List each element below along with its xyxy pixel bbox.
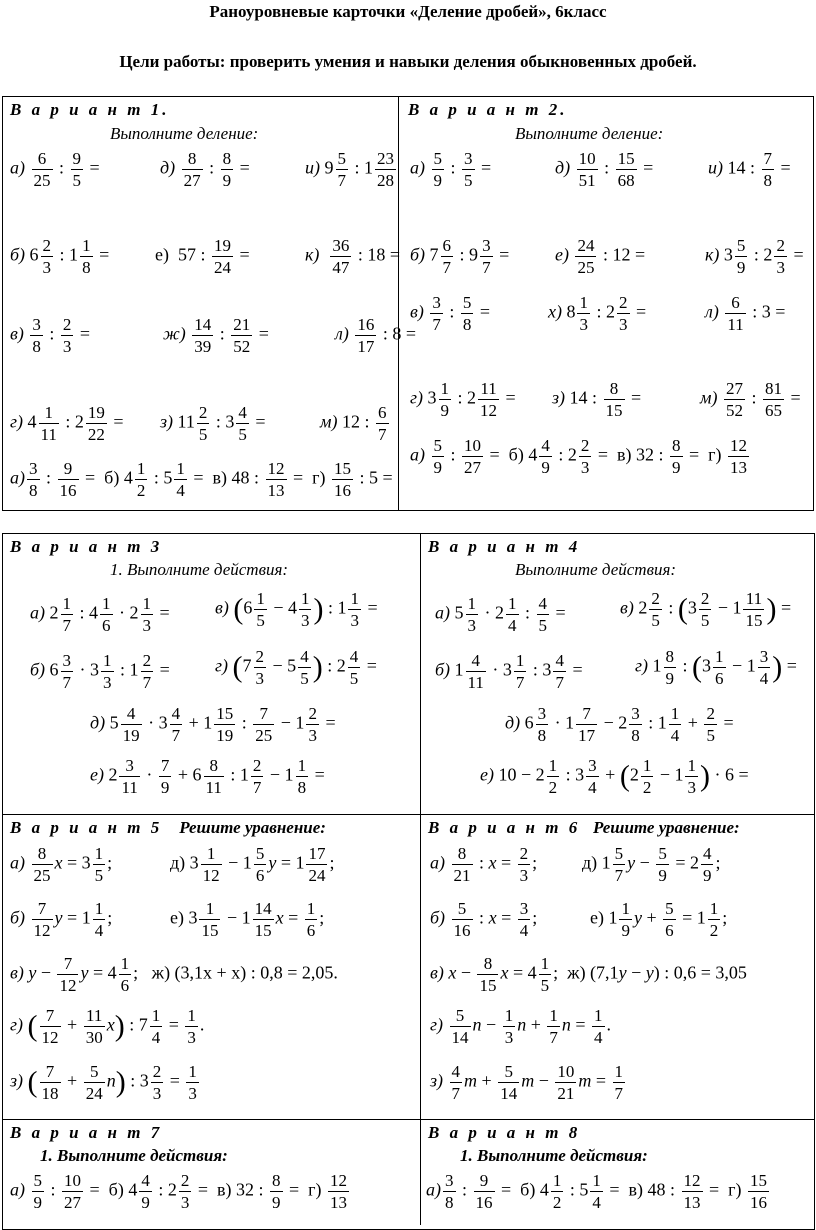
v4-exercise-b: б) 1 $\frac{4}{11}$ · 3 $\frac{1}{7}$ : 3 $\frac{4}{7}$ = — [435, 651, 583, 692]
v5-exercise-b: б) $\frac{7}{12}$ y = 1 $\frac{1}{4}$ ; — [10, 899, 113, 940]
variant-1-header: В а р и а н т 1. — [10, 100, 170, 119]
variant-4-header: В а р и а н т 4 — [428, 537, 581, 556]
v3-exercise-d: д) 5 $\frac{4}{19}$ · 3 $\frac{4}{7}$ + 1 $\frac{15}{19}$ : $\frac{7}{25}$ − 1 $\frac{2}{3}$ = — [90, 704, 336, 745]
variant-1-instruction: Выполните деление: — [110, 124, 259, 143]
v3-exercise-b: б) 6 $\frac{3}{7}$ · 3 $\frac{1}{3}$ : 1 $\frac{2}{7}$ = — [30, 651, 170, 692]
v3-exercise-v: в) (6 $\frac{1}{5}$ − 4 $\frac{1}{3}$ ) : 1 $\frac{1}{3}$ = — [215, 589, 378, 630]
divider — [2, 814, 815, 815]
v3-exercise-g: г) (7 $\frac{2}{3}$ − 5 $\frac{4}{5}$ ) : 2 $\frac{4}{5}$ = — [215, 647, 377, 688]
v1-exercise-a: а) $\frac{6}{25}$ : $\frac{9}{5}$ = — [10, 149, 100, 190]
v6-exercise-e: е) 1 $\frac{1}{9}$ y + $\frac{5}{6}$ = 1 $\frac{1}{2}$ ; — [590, 899, 728, 940]
variant-5-instruction: Решите уравнение: — [179, 818, 326, 837]
v4-exercise-d: д) 6 $\frac{3}{8}$ · 1 $\frac{7}{17}$ − 2 $\frac{3}{8}$ : 1 $\frac{1}{4}$ + $\frac{2}{5}$ = — [505, 704, 734, 745]
v1-exercise-d: д) $\frac{8}{27}$ : $\frac{8}{9}$ = — [160, 149, 250, 190]
v5-exercise-d: д) 3 $\frac{1}{12}$ − 1 $\frac{5}{6}$ y = 1 $\frac{17}{24}$ ; — [170, 844, 335, 885]
variant-4-instruction: Выполните действия: — [515, 560, 677, 579]
v1-exercise-k: к) $\frac{36}{47}$ : 18 = — [305, 236, 401, 277]
v2-exercise-e: е) $\frac{24}{25}$ : 12 = — [555, 236, 646, 277]
v6-exercise-a: а) $\frac{8}{21}$ : x = $\frac{2}{3}$ ; — [430, 844, 538, 885]
v1-exercise-m: м) 12 : $\frac{6}{7}$ — [320, 403, 387, 444]
variant-6-header — [428, 818, 740, 838]
variant-6-header-text: В а р и а н т 6 — [428, 818, 581, 837]
v6-exercise-g: г) $\frac{5}{14}$ n − $\frac{1}{3}$ n + $\frac{1}{7}$ n = $\frac{1}{4}$ . — [430, 1006, 611, 1047]
v5-exercise-z: з) ( $\frac{7}{18}$ + $\frac{5}{24}$ n) : 3 $\frac{2}{3}$ = $\frac{1}{3}$ — [10, 1062, 197, 1103]
v2-exercise-x: х) 8 $\frac{1}{3}$ : 2 $\frac{2}{3}$ = — [548, 293, 647, 334]
v7-exercises: а) $\frac{5}{9}$ : $\frac{10}{27}$ = б) 4 $\frac{4}{9}$ : 2 $\frac{2}{3}$ = в) 32 : $\frac{8}{9}$ = г) $\frac{12}{13}$ — [10, 1171, 348, 1212]
v5-exercise-v: в) y − $\frac{7}{12}$ y = 4 $\frac{1}{6}$ ; ж) (3,1x + x) : 0,8 = 2,05. — [10, 954, 338, 995]
v3-exercise-a: а) 2 $\frac{1}{7}$ : 4 $\frac{1}{6}$ · 2 $\frac{1}{3}$ = — [30, 594, 170, 635]
v3-exercise-e: е) 2 $\frac{3}{11}$ · $\frac{7}{9}$ + 6 $\frac{8}{11}$ : 1 $\frac{2}{7}$ − 1 $\frac{1}{8}$ = — [90, 756, 325, 797]
work-goal: Цели работы: проверить умения и навыки деления обыкновенных дробей. — [119, 52, 697, 71]
v5-exercise-g: г) ( $\frac{7}{12}$ + $\frac{11}{30}$ x) : 7 $\frac{1}{4}$ = $\frac{1}{3}$ . — [10, 1006, 205, 1047]
variant-2-header: В а р и а н т 2. — [408, 100, 568, 119]
v2-exercise-k: к) 3 $\frac{5}{9}$ : 2 $\frac{2}{3}$ = — [705, 236, 804, 277]
variant-6-instruction: Решите уравнение: — [592, 818, 740, 837]
v4-exercise-g: г) 1 $\frac{8}{9}$ : (3 $\frac{1}{6}$ − 1 $\frac{3}{4}$ ) = — [635, 647, 797, 688]
v2-exercise-m: м) $\frac{27}{52}$ : $\frac{81}{65}$ = — [700, 379, 801, 420]
v1-exercise-extra: а) $\frac{3}{8}$ : $\frac{9}{16}$ = б) 4 $\frac{1}{2}$ : 5 $\frac{1}{4}$ = в) 48 : $\frac{12}{13}$ = г) $\frac{15}{16}$ : 5 = — [10, 459, 393, 500]
divider — [398, 96, 399, 511]
v6-exercise-z: з) $\frac{4}{7}$ m + $\frac{5}{14}$ m − $\frac{10}{21}$ m = $\frac{1}{7}$ — [430, 1062, 623, 1103]
v6-exercise-b: б) $\frac{5}{16}$ : x = $\frac{3}{4}$ ; — [430, 899, 538, 940]
v4-exercise-e: е) 10 − 2 $\frac{1}{2}$ : 3 $\frac{3}{4}$ + (2 $\frac{1}{2}$ − 1 $\frac{1}{3}$ ) · 6 = — [480, 756, 749, 797]
v1-exercise-i: и) 9 $\frac{5}{7}$ : 1 $\frac{23}{28}$ — [305, 149, 395, 190]
v1-exercise-z: з) 11 $\frac{2}{5}$ : 3 $\frac{4}{5}$ = — [160, 403, 266, 444]
v1-exercise-v: в) $\frac{3}{8}$ : $\frac{2}{3}$ = — [10, 315, 90, 356]
v4-exercise-a: а) 5 $\frac{1}{3}$ · 2 $\frac{1}{4}$ : $\frac{4}{5}$ = — [435, 594, 566, 635]
v1-exercise-g: г) 4 $\frac{1}{11}$ : 2 $\frac{19}{22}$ = — [10, 403, 124, 444]
v2-exercise-z: з) 14 : $\frac{8}{15}$ = — [552, 379, 642, 420]
v6-exercise-d: д) 1 $\frac{5}{7}$ y − $\frac{5}{9}$ = 2 $\frac{4}{9}$ ; — [582, 844, 721, 885]
v1-exercise-zh: ж) $\frac{14}{39}$ : $\frac{21}{52}$ = — [163, 315, 269, 356]
v1-exercise-l: л) $\frac{16}{17}$ : 8 = — [335, 315, 416, 356]
variant-5-header-text: В а р и а н т 5 — [10, 818, 163, 837]
v2-exercise-v: в) $\frac{3}{7}$ : $\frac{5}{8}$ = — [410, 293, 490, 334]
v2-exercise-g: г) 3 $\frac{1}{9}$ : 2 $\frac{11}{12}$ = — [410, 379, 516, 420]
variant-7-header: В а р и а н т 7 — [10, 1123, 163, 1142]
variant-3-header: В а р и а н т 3 — [10, 537, 163, 556]
v2-exercise-d: д) $\frac{10}{51}$ : $\frac{15}{68}$ = — [555, 149, 654, 190]
v5-exercise-e: е) 3 $\frac{1}{15}$ − 1 $\frac{14}{15}$ x = $\frac{1}{6}$ ; — [170, 899, 325, 940]
variant-8-instruction: 1. Выполните действия: — [460, 1146, 648, 1165]
divider — [2, 1119, 815, 1120]
variant-7-instruction: 1. Выполните действия: — [40, 1146, 228, 1165]
v2-exercise-extra: а) $\frac{5}{9}$ : $\frac{10}{27}$ = б) 4 $\frac{4}{9}$ : 2 $\frac{2}{3}$ = в) 32 : $\frac{8}{9}$ = г) $\frac{12}{13}$ — [410, 436, 748, 477]
page-title: Раноуровневые карточки «Деление дробей», 6класс — [209, 2, 607, 21]
v2-exercise-a: а) $\frac{5}{9}$ : $\frac{3}{5}$ = — [410, 149, 492, 190]
v2-exercise-l: л) $\frac{6}{11}$ : 3 = — [705, 293, 786, 334]
variant-8-header: В а р и а н т 8 — [428, 1123, 581, 1142]
v8-exercises: а) $\frac{3}{8}$ : $\frac{9}{16}$ = б) 4 $\frac{1}{2}$ : 5 $\frac{1}{4}$ = в) 48 : $\frac{12}{13}$ = г) $\frac{15}{16}$ — [426, 1171, 768, 1212]
v4-exercise-v: в) 2 $\frac{2}{5}$ : (3 $\frac{2}{5}$ − 1 $\frac{11}{15}$ ) = — [620, 589, 792, 630]
variant-2-instruction: Выполните деление: — [515, 124, 664, 143]
divider — [420, 533, 421, 1225]
v2-exercise-b: б) 7 $\frac{6}{7}$ : 9 $\frac{3}{7}$ = — [410, 236, 510, 277]
v1-exercise-e: е) 57 : $\frac{19}{24}$ = — [155, 236, 250, 277]
v2-exercise-i: и) 14 : $\frac{7}{8}$ = — [708, 149, 791, 190]
variant-5-header — [10, 818, 326, 838]
variant-3-instruction: 1. Выполните действия: — [110, 560, 289, 579]
v5-exercise-a: а) $\frac{8}{25}$ x = 3 $\frac{1}{5}$ ; — [10, 844, 113, 885]
v1-exercise-b: б) 6 $\frac{2}{3}$ : 1 $\frac{1}{8}$ = — [10, 236, 110, 277]
v6-exercise-v: в) x − $\frac{8}{15}$ x = 4 $\frac{1}{5}$ ; ж) (7,1y − y) : 0,6 = 3,05 — [430, 954, 747, 995]
